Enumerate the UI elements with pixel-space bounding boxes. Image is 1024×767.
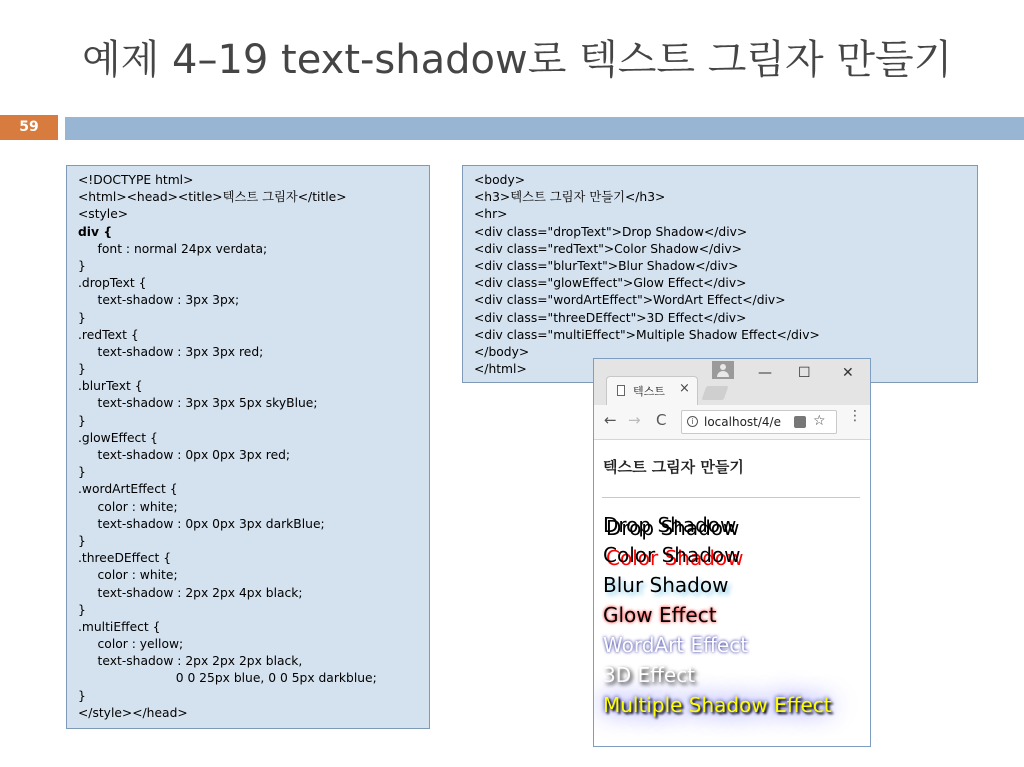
translate-icon[interactable] bbox=[794, 416, 806, 428]
code-line: font : normal 24px verdata; bbox=[78, 241, 268, 256]
code-line: text-shadow : 3px 3px 5px skyBlue; bbox=[78, 396, 318, 411]
css-code-block bbox=[66, 165, 430, 729]
code-line: .blurText { bbox=[78, 379, 143, 394]
rendered-page bbox=[594, 440, 870, 747]
code-line: <div class="wordArtEffect">WordArt Effect</div> bbox=[474, 293, 786, 308]
url-text: localhost/4/e bbox=[704, 415, 781, 429]
new-tab-button[interactable] bbox=[701, 386, 728, 400]
code-line: <body> bbox=[474, 173, 526, 187]
drop-shadow-demo: Drop Shadow bbox=[603, 513, 737, 537]
code-line: text-shadow : 3px 3px red; bbox=[78, 344, 264, 359]
multiple-shadow-demo: Multiple Shadow Effect bbox=[603, 693, 832, 717]
code-line: </body> bbox=[474, 344, 530, 359]
bookmark-star-icon[interactable]: ☆ bbox=[813, 413, 826, 429]
code-line: text-shadow : 3px 3px; bbox=[78, 293, 240, 308]
color-shadow-demo: Color Shadow bbox=[603, 543, 741, 567]
code-line: 0 0 25px blue, 0 0 5px darkblue; bbox=[78, 671, 377, 686]
code-line: <!DOCTYPE html> bbox=[78, 173, 194, 187]
code-line: } bbox=[78, 310, 86, 325]
code-line: </html> bbox=[474, 362, 527, 377]
forward-arrow-icon[interactable]: → bbox=[628, 411, 641, 429]
code-line: } bbox=[78, 533, 86, 548]
browser-window bbox=[593, 358, 871, 747]
code-line: color : yellow; bbox=[78, 637, 184, 652]
code-line: .glowEffect { bbox=[78, 430, 158, 445]
reload-icon[interactable]: C bbox=[656, 411, 667, 429]
tab-strip bbox=[594, 359, 870, 405]
html-code-block bbox=[462, 165, 978, 383]
close-window-icon[interactable]: ✕ bbox=[842, 365, 854, 381]
back-arrow-icon[interactable]: ← bbox=[604, 411, 617, 429]
3d-effect-demo: 3D Effect bbox=[603, 663, 696, 687]
info-icon[interactable]: i bbox=[687, 416, 698, 427]
maximize-icon[interactable]: ☐ bbox=[798, 365, 811, 381]
code-line: } bbox=[78, 465, 86, 480]
code-line: <div class="threeDEffect">3D Effect</div> bbox=[474, 310, 747, 325]
code-line: color : white; bbox=[78, 499, 178, 514]
code-line: <hr> bbox=[474, 207, 508, 222]
code-line: div { bbox=[78, 224, 113, 239]
title-accent-bar bbox=[65, 117, 1024, 140]
code-line: .dropText { bbox=[78, 276, 147, 291]
code-line: .multiEffect { bbox=[78, 619, 161, 634]
code-line: <div class="glowEffect">Glow Effect</div> bbox=[474, 276, 747, 291]
code-line: </style></head> bbox=[78, 705, 188, 720]
code-line: } bbox=[78, 362, 86, 377]
profile-icon[interactable] bbox=[712, 361, 734, 379]
tab-title: 텍스트 bbox=[633, 385, 665, 398]
code-line: .redText { bbox=[78, 327, 139, 342]
code-line: } bbox=[78, 258, 86, 273]
code-line: .threeDEffect { bbox=[78, 551, 172, 566]
code-line: text-shadow : 2px 2px 2px black, bbox=[78, 654, 303, 669]
code-line: } bbox=[78, 413, 86, 428]
code-line: <div class="multiEffect">Multiple Shadow Effect</div> bbox=[474, 327, 820, 342]
address-bar[interactable] bbox=[681, 410, 837, 434]
code-line: <html><head><title>텍스트 그림자</title> bbox=[78, 190, 347, 205]
code-line: } bbox=[78, 688, 86, 703]
slide-title: 예제 4–19 text-shadow로 텍스트 그림자 만들기 bbox=[82, 37, 953, 83]
glow-effect-demo: Glow Effect bbox=[603, 603, 717, 627]
minimize-icon[interactable]: — bbox=[758, 365, 772, 381]
code-line: text-shadow : 2px 2px 4px black; bbox=[78, 585, 303, 600]
page-number-badge: 59 bbox=[0, 115, 58, 140]
code-line: .wordArtEffect { bbox=[78, 482, 178, 497]
browser-tab[interactable] bbox=[606, 376, 698, 405]
code-line: } bbox=[78, 602, 86, 617]
menu-icon[interactable]: ⋮ bbox=[848, 408, 862, 424]
code-line: color : white; bbox=[78, 568, 178, 583]
tab-close-icon[interactable]: × bbox=[679, 381, 690, 396]
document-icon bbox=[617, 385, 625, 396]
code-line: <div class="dropText">Drop Shadow</div> bbox=[474, 224, 748, 239]
code-line: text-shadow : 0px 0px 3px red; bbox=[78, 448, 291, 462]
blur-shadow-demo: Blur Shadow bbox=[603, 573, 729, 597]
browser-toolbar bbox=[594, 405, 870, 440]
code-line: <div class="redText">Color Shadow</div> bbox=[474, 241, 742, 256]
code-line: <style> bbox=[78, 207, 129, 222]
page-heading: 텍스트 그림자 만들기 bbox=[603, 458, 744, 476]
code-line: text-shadow : 0px 0px 3px darkBlue; bbox=[78, 516, 325, 531]
code-line: <div class="blurText">Blur Shadow</div> bbox=[474, 258, 739, 273]
code-line: <h3>텍스트 그림자 만들기</h3> bbox=[474, 190, 666, 205]
horizontal-rule bbox=[602, 497, 860, 498]
wordart-effect-demo: WordArt Effect bbox=[603, 633, 749, 657]
